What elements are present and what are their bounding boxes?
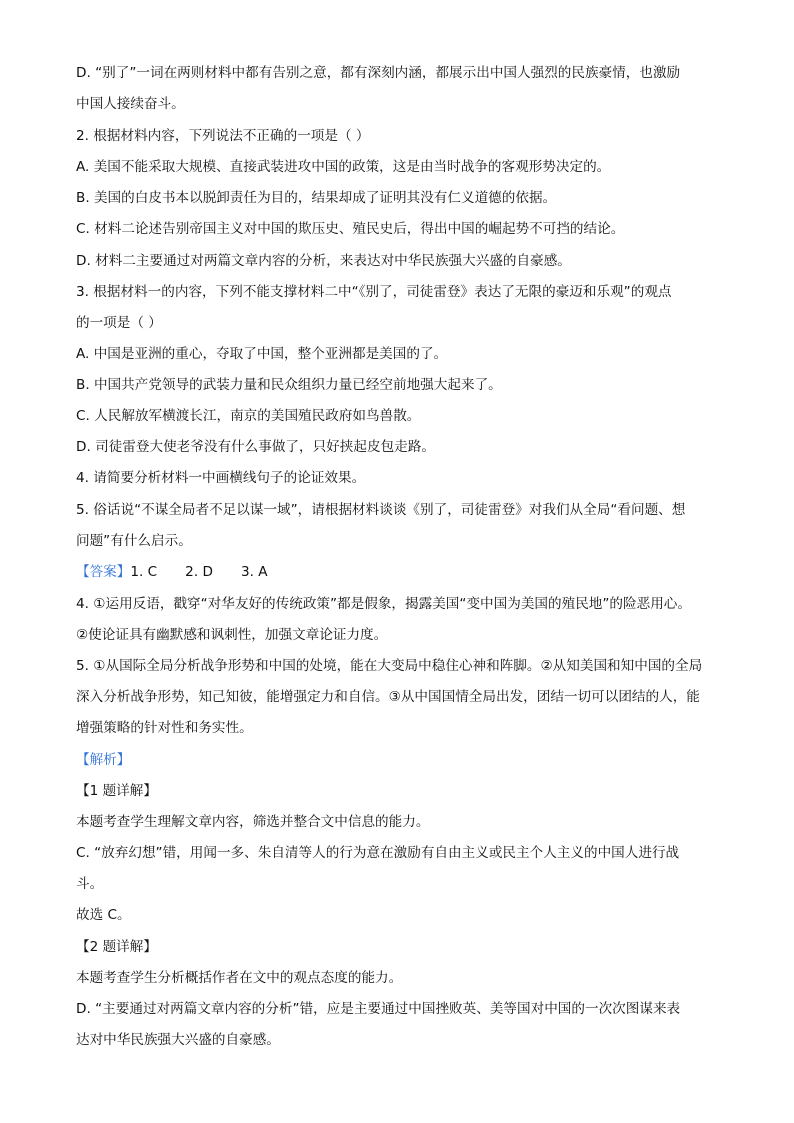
q1-detail-label: 【1 题详解】	[76, 783, 157, 799]
q1-detail-line2: C. “放弃幻想”错，用闻一多、朱自清等人的行为意在激励有自由主义或民主个人主义的中国人进行战	[76, 845, 680, 861]
q2-option-c: C. 材料二论述告别帝国主义对中国的欺压史、殖民史后，得出中国的崛起势不可挡的结论。	[76, 221, 625, 237]
q2-detail-label: 【2 题详解】	[76, 939, 157, 955]
q1-conclusion: 故选 C。	[76, 907, 131, 923]
analysis-label: 【解析】	[76, 752, 131, 768]
q1-option-d-line2: 中国人接续奋斗。	[76, 96, 185, 112]
q1-detail-line3: 斗。	[76, 876, 104, 892]
q1-option-d-line1: D. “别了”一词在两则材料中都有告别之意，都有深刻内涵，都展示出中国人强烈的民族豪情，也激励	[76, 65, 681, 81]
question-3-stem-line2: 的一项是（ ）	[76, 315, 162, 331]
q2-option-d: D. 材料二主要通过对两篇文章内容的分析，来表达对中华民族强大兴盛的自豪感。	[76, 253, 571, 269]
answer-label: 【答案】	[76, 564, 131, 580]
answer-5-line1: 5. ①从国际全局分析战争形势和中国的处境，能在大变局中稳住心神和阵脚。②从知美国和知中国的全局	[76, 658, 703, 674]
answer-2: 2. D	[185, 564, 213, 580]
question-5-line2: 问题”有什么启示。	[76, 533, 192, 549]
answer-line	[76, 562, 726, 582]
q2-option-a: A. 美国不能采取大规模、直接武装进攻中国的政策，这是由当时战争的客观形势决定的。	[76, 159, 611, 175]
q2-detail-line2: D. “主要通过对两篇文章内容的分析”错，应是主要通过中国挫败英、美等国对中国的一次次图谋来表	[76, 1001, 681, 1017]
answer-5-line3: 增强策略的针对性和务实性。	[76, 720, 253, 736]
question-4: 4. 请简要分析材料一中画横线句子的论证效果。	[76, 470, 366, 486]
answer-1: 1. C	[130, 564, 158, 580]
question-5-line1: 5. 俗话说“不谋全局者不足以谋一域”，请根据材料谈谈《别了，司徒雷登》对我们从全局“看问题、想	[76, 502, 686, 518]
answer-4-line1: 4. ①运用反语，戳穿“对华友好的传统政策”都是假象，揭露美国“变中国为美国的殖民地”的险恶用心。	[76, 596, 691, 612]
q3-option-c: C. 人民解放军横渡长江，南京的美国殖民政府如鸟兽散。	[76, 408, 421, 424]
q2-detail-line1: 本题考查学生分析概括作者在文中的观点态度的能力。	[76, 970, 403, 986]
q3-option-b: B. 中国共产党领导的武装力量和民众组织力量已经空前地强大起来了。	[76, 377, 502, 393]
q3-option-a: A. 中国是亚洲的重心，夺取了中国，整个亚洲都是美国的了。	[76, 346, 448, 362]
q1-detail-line1: 本题考查学生理解文章内容，筛选并整合文中信息的能力。	[76, 814, 430, 830]
answer-4-line2: ②使论证具有幽默感和讽刺性，加强文章论证力度。	[76, 627, 388, 643]
answer-3: 3. A	[240, 564, 268, 580]
question-2-stem: 2. 根据材料内容，下列说法不正确的一项是（ ）	[76, 128, 370, 144]
q2-detail-line3: 达对中华民族强大兴盛的自豪感。	[76, 1032, 280, 1048]
q3-option-d: D. 司徒雷登大使老爷没有什么事做了，只好挟起皮包走路。	[76, 439, 435, 455]
answer-5-line2: 深入分析战争形势，知己知彼，能增强定力和自信。③从中国国情全局出发，团结一切可以团结的人，能	[76, 689, 700, 705]
question-3-stem-line1: 3. 根据材料一的内容，下列不能支撑材料二中“《别了，司徒雷登》表达了无限的豪迈和乐观”的观点	[76, 284, 672, 300]
q2-option-b: B. 美国的白皮书本以脱卸责任为目的，结果却成了证明其没有仁义道德的依据。	[76, 190, 557, 206]
